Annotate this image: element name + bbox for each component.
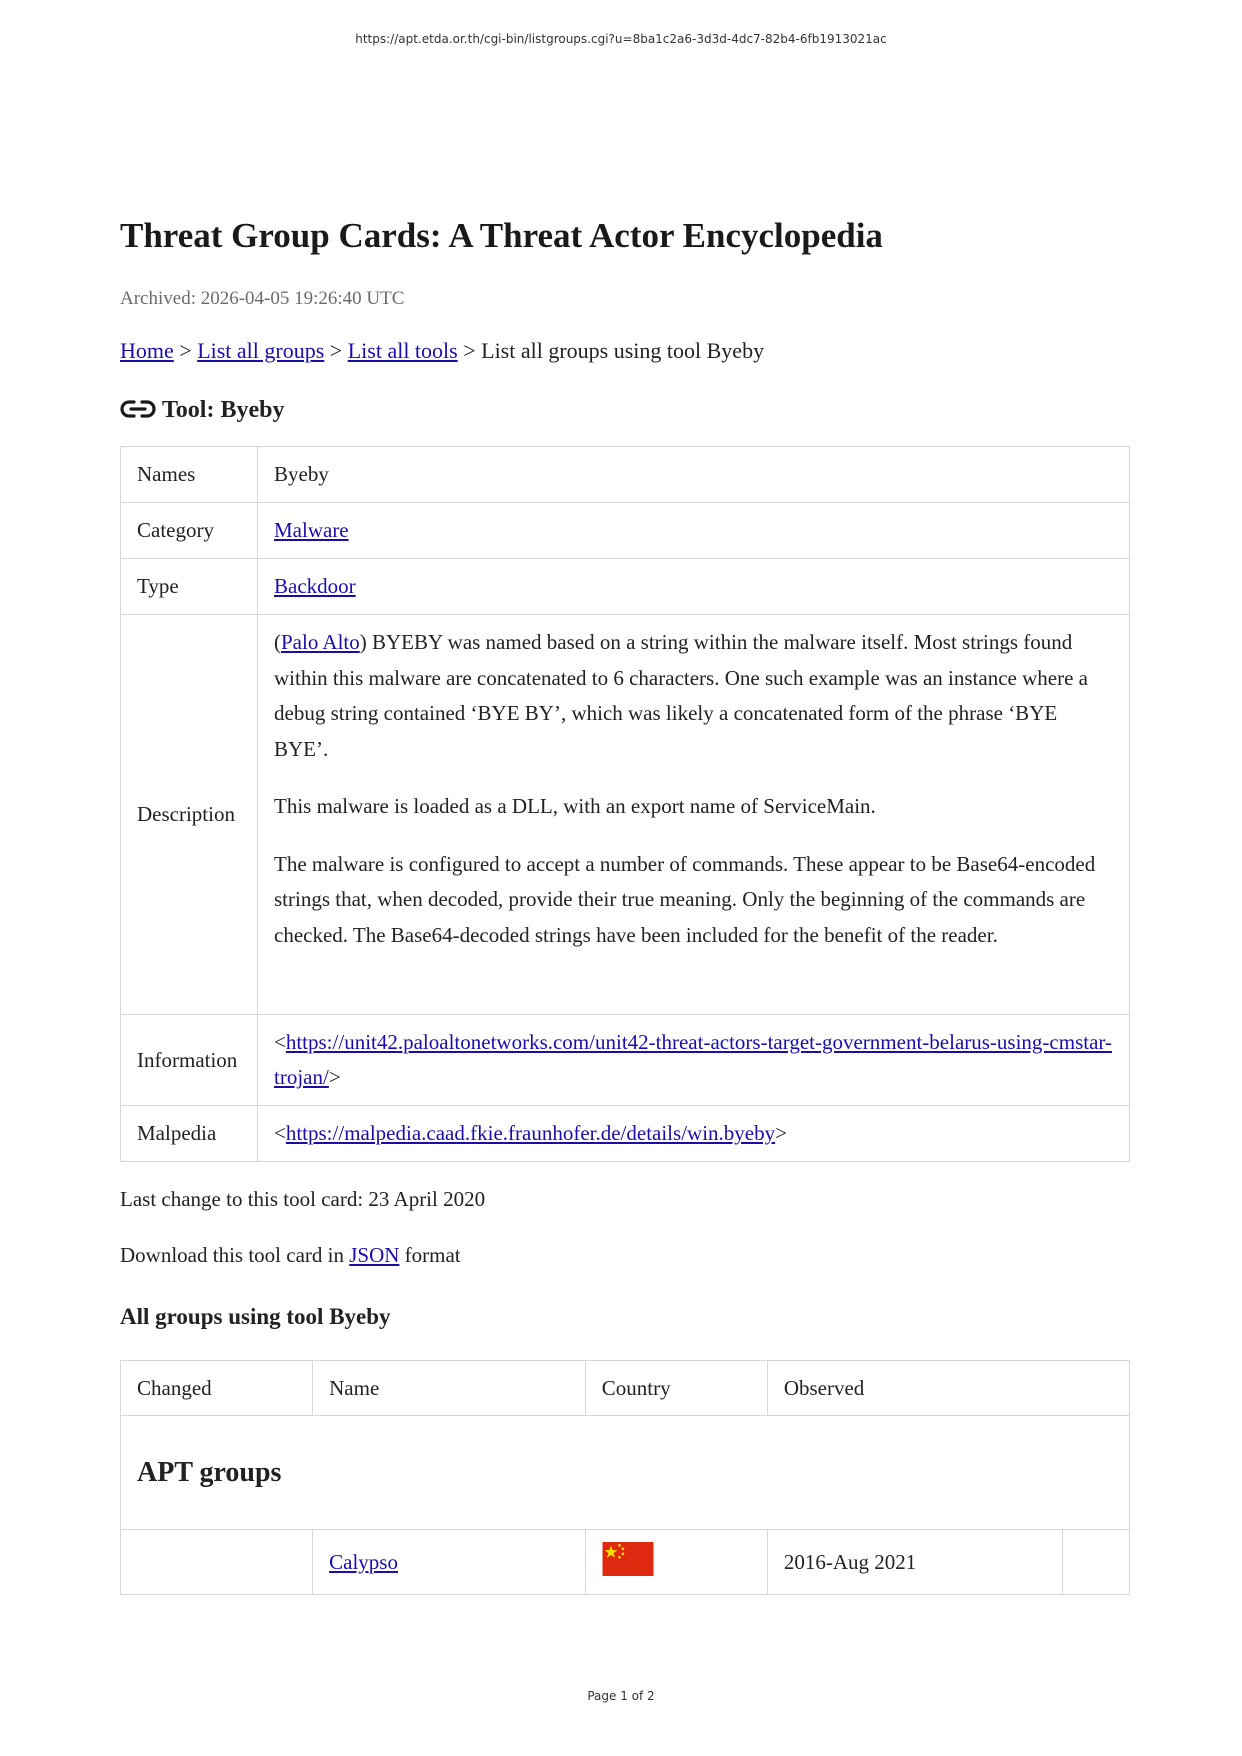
type-label: Type (121, 559, 258, 615)
table-row (121, 1530, 1130, 1595)
table-row (121, 503, 1130, 559)
link-icon (120, 398, 156, 422)
lt-symbol: < (274, 1030, 286, 1054)
malpedia-cell (258, 1106, 1130, 1162)
table-row (121, 559, 1130, 615)
archived-timestamp: Archived: 2026-04-05 19:26:40 UTC (120, 288, 405, 309)
table-row (121, 1015, 1130, 1106)
desc-p1-text: ) BYEBY was named based on a string within the malware itself. Most strings found within this malware are concatenated to 6 characters. One such example was an instance where a debug string contained ‘BYE BY’, which was likely a concatenated form of the phrase ‘BYE BYE’. (274, 630, 1088, 761)
page-title: Threat Group Cards: A Threat Actor Encyclopedia (120, 216, 883, 255)
table-row (121, 615, 1130, 1015)
section-row (121, 1416, 1130, 1530)
cell-observed: 2016-Aug 2021 (767, 1530, 1062, 1595)
palo-alto-link[interactable]: Palo Alto (281, 630, 360, 654)
table-row (121, 447, 1130, 503)
cell-changed (121, 1530, 313, 1595)
information-link[interactable]: https://unit42.paloaltonetworks.com/unit42-threat-actors-target-government-belarus-using-cmstar-trojan/ (274, 1030, 1112, 1089)
category-cell (258, 503, 1130, 559)
section-apt-groups: APT groups (121, 1416, 1130, 1530)
category-label: Category (121, 503, 258, 559)
breadcrumb-separator: > (173, 338, 198, 363)
cell-empty (1062, 1530, 1129, 1595)
description-label: Description (121, 615, 258, 1015)
china-flag-icon (602, 1542, 654, 1582)
tool-info-table (120, 446, 1130, 1162)
cell-country (585, 1530, 767, 1595)
header-observed: Observed (767, 1361, 1129, 1416)
names-value: Byeby (258, 447, 1130, 503)
header-country: Country (585, 1361, 767, 1416)
breadcrumb-separator: > (324, 338, 348, 363)
type-link[interactable]: Backdoor (274, 574, 356, 598)
gt-symbol: > (775, 1121, 787, 1145)
breadcrumb-current: > List all groups using tool Byeby (457, 338, 765, 363)
breadcrumb-home-link[interactable]: Home (120, 338, 174, 363)
table-header-row (121, 1361, 1130, 1416)
names-label: Names (121, 447, 258, 503)
page-url-header: https://apt.etda.or.th/cgi-bin/listgroups.cgi?u=8ba1c2a6-3d3d-4dc7-82b4-6fb1913021ac (355, 32, 887, 46)
breadcrumb-groups-link[interactable]: List all groups (197, 338, 325, 363)
description-paragraph: The malware is configured to accept a number of commands. These appear to be Base64-encoded strings that, when decoded, provide their true meaning. Only the beginning of the commands are checked. The Base64-decoded strings have been included for the benefit of the reader. (274, 851, 1096, 947)
desc-open-paren: ( (274, 630, 281, 654)
description-cell (258, 615, 1130, 1015)
malpedia-label: Malpedia (121, 1106, 258, 1162)
lt-symbol: < (274, 1121, 286, 1145)
information-label: Information (121, 1015, 258, 1106)
category-link[interactable]: Malware (274, 518, 349, 542)
breadcrumb-tools-link[interactable]: List all tools (347, 338, 458, 363)
main-content (120, 212, 1130, 1595)
header-name: Name (313, 1361, 586, 1416)
groups-heading: All groups using tool Byeby (120, 1304, 391, 1329)
groups-table (120, 1360, 1130, 1595)
breadcrumb (120, 336, 1130, 366)
cell-name (313, 1530, 586, 1595)
table-row (121, 1106, 1130, 1162)
description-paragraph (274, 625, 1113, 767)
header-changed: Changed (121, 1361, 313, 1416)
type-cell (258, 559, 1130, 615)
download-line (120, 1240, 1130, 1270)
tool-heading (120, 398, 1130, 422)
json-download-link[interactable]: JSON (349, 1243, 400, 1267)
information-cell (258, 1015, 1130, 1106)
description-paragraph: This malware is loaded as a DLL, with an export name of ServiceMain. (274, 794, 876, 818)
malpedia-link[interactable]: https://malpedia.caad.fkie.fraunhofer.de/details/win.byeby (285, 1121, 776, 1145)
tool-heading-text: Tool: Byeby (162, 397, 285, 423)
group-link-calypso[interactable]: Calypso (329, 1549, 398, 1574)
last-change: Last change to this tool card: 23 April 2020 (120, 1187, 486, 1211)
download-suffix: format (399, 1243, 461, 1267)
page-footer: Page 1 of 2 (587, 1689, 655, 1703)
gt-symbol: > (328, 1065, 341, 1089)
download-prefix: Download this tool card in (120, 1243, 350, 1267)
